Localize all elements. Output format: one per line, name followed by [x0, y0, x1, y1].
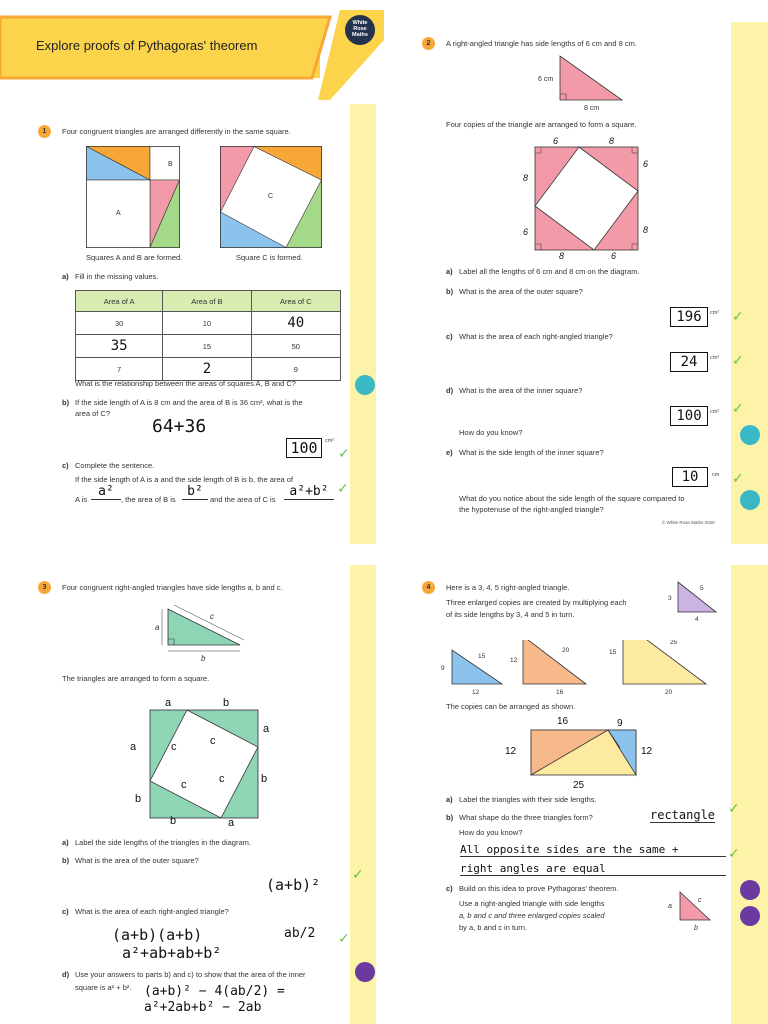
- tick-icon: ✓: [732, 352, 744, 368]
- question-intro: A right-angled triangle has side lengths of 6 cm and 8 cm.: [446, 39, 637, 48]
- notice-text-1: What do you notice about the side length of the square compared to: [459, 494, 685, 503]
- part-c-text: Complete the sentence.: [75, 461, 155, 470]
- side-label-6: 6 cm: [538, 76, 554, 83]
- question-intro: Four congruent right-angled triangles have side lengths a, b and c.: [62, 583, 283, 592]
- hw-label: 16: [557, 716, 569, 727]
- part-label: a): [62, 272, 69, 281]
- side-strip: [350, 565, 376, 1024]
- part-b-text: What is the area of the outer square?: [459, 287, 583, 296]
- tick-icon: ✓: [732, 400, 744, 416]
- hw-label: a: [165, 697, 172, 709]
- fill-blank[interactable]: a²+b²: [284, 484, 334, 500]
- intro-line-2: Three enlarged copies are created by multiplying each: [446, 598, 627, 607]
- side-strip: [350, 104, 376, 544]
- handwritten-answer[interactable]: rectangle: [650, 808, 716, 822]
- answer-box[interactable]: 100: [670, 406, 708, 426]
- squares-ab-diagram: [86, 146, 180, 248]
- caption-squares-ab: Squares A and B are formed.: [86, 253, 183, 262]
- hw-label: 6: [553, 136, 559, 146]
- comment-bubble-icon[interactable]: [355, 375, 375, 395]
- part-c-line-2b: , the area of B is: [121, 495, 176, 504]
- side-label: 3: [668, 595, 672, 602]
- table-cell[interactable]: 40: [251, 312, 340, 335]
- part-label: b): [62, 398, 70, 407]
- side-label-c: c: [210, 612, 214, 621]
- part-label: c): [446, 884, 453, 893]
- part-c-line-2c: and the area of C is: [210, 495, 276, 504]
- side-label: 15: [478, 653, 486, 660]
- unit-label: cm²: [710, 409, 720, 415]
- part-label: c): [62, 907, 69, 916]
- hw-label: 6: [611, 251, 617, 260]
- unit-label: cm²: [710, 355, 720, 361]
- answer-box[interactable]: 196: [670, 307, 708, 327]
- handwritten-reason[interactable]: right angles are equal: [460, 862, 726, 876]
- side-label: 5: [700, 585, 704, 592]
- hw-label: 12: [505, 746, 517, 757]
- hw-label: 6: [643, 159, 649, 169]
- part-label: a): [446, 795, 453, 804]
- part-label: b): [446, 813, 454, 822]
- side-label: c: [698, 897, 702, 904]
- hw-label: 8: [609, 136, 615, 146]
- hw-label: 8: [523, 173, 529, 183]
- hw-label: a: [263, 723, 270, 735]
- hw-label: c: [219, 773, 225, 785]
- triangle-6-8: [530, 54, 630, 114]
- part-d-text-2: square is a² + b².: [75, 983, 132, 992]
- part-b-text: What shape do the three triangles form?: [459, 813, 593, 822]
- part-a-text: Label the triangles with their side lengths.: [459, 795, 597, 804]
- fill-blank[interactable]: a²: [91, 484, 121, 500]
- unit-label: cm: [712, 472, 720, 478]
- arranged-text: The triangles are arranged to form a square.: [62, 674, 210, 683]
- part-d-text-1: Use your answers to parts b) and c) to show that the area of the inner: [75, 970, 306, 979]
- hw-label: a: [228, 817, 235, 829]
- table-cell: 10: [163, 312, 251, 335]
- square-arrangement: [515, 135, 665, 260]
- logo-line-1: White: [352, 20, 368, 26]
- hw-label: c: [210, 735, 216, 747]
- table-cell[interactable]: 2: [163, 358, 251, 381]
- header-banner: [0, 0, 384, 110]
- logo-line-2: Rose: [353, 26, 367, 32]
- intro-line-3: of its side lengths by 3, 4 and 5 in turn.: [446, 610, 575, 619]
- handwritten-working: a²+ab+ab+b²: [122, 944, 222, 962]
- intro-line-1: Here is a 3, 4, 5 right-angled triangle.: [446, 583, 570, 592]
- hw-label: 8: [559, 251, 565, 260]
- tick-icon: ✓: [337, 480, 349, 496]
- tick-icon: ✓: [728, 800, 740, 816]
- part-d-text: What is the area of the inner square?: [459, 386, 583, 395]
- hw-label: b: [135, 793, 142, 805]
- hw-label: c: [181, 779, 187, 791]
- logo: [345, 15, 375, 45]
- side-label: 20: [562, 647, 570, 654]
- table-cell: 7: [76, 358, 163, 381]
- how-know-text: How do you know?: [459, 828, 523, 837]
- question-number: 4: [422, 581, 435, 594]
- enlarged-triangles: [438, 640, 728, 700]
- triangle-3-4-5: [664, 578, 734, 624]
- hw-label: c: [171, 741, 177, 753]
- part-c-text: What is the area of each right-angled triangle?: [75, 907, 229, 916]
- hw-label: b: [223, 697, 230, 709]
- side-strip: [731, 565, 768, 1024]
- page-title: Explore proofs of Pythagoras' theorem: [36, 38, 258, 53]
- handwritten-reason[interactable]: All opposite sides are the same +: [460, 843, 726, 857]
- table-header: Area of A: [76, 291, 163, 312]
- side-label: 12: [472, 689, 480, 696]
- comment-bubble-icon[interactable]: [740, 880, 760, 900]
- table-cell: 15: [163, 335, 251, 358]
- part-a-text: Label all the lengths of 6 cm and 8 cm on the diagram.: [459, 267, 640, 276]
- hw-label: b: [170, 815, 177, 827]
- table-cell: 9: [251, 358, 340, 381]
- side-label: a: [668, 903, 672, 910]
- comment-bubble-icon[interactable]: [740, 490, 760, 510]
- tick-icon: ✓: [352, 866, 364, 882]
- side-label-8: 8 cm: [584, 105, 600, 112]
- answer-box[interactable]: 24: [670, 352, 708, 372]
- fill-blank[interactable]: b²: [182, 484, 208, 500]
- tick-icon: ✓: [338, 930, 350, 946]
- part-b-text: What is the area of the outer square?: [75, 856, 199, 865]
- part-label: b): [62, 856, 70, 865]
- triangle-abc-small: [664, 886, 724, 934]
- part-c-line-2: a, b and c and three enlarged copies scaled: [459, 911, 605, 920]
- part-label: a): [62, 838, 69, 847]
- relationship-question: What is the relationship between the areas of squares A, B and C?: [75, 379, 296, 388]
- tick-icon: ✓: [338, 445, 350, 461]
- part-c-text: What is the area of each right-angled triangle?: [459, 332, 613, 341]
- hw-label: a: [130, 741, 137, 753]
- part-c-line-2a: A is: [75, 495, 88, 504]
- how-know-text: How do you know?: [459, 428, 523, 437]
- side-label: 25: [670, 640, 678, 646]
- hw-label: 12: [641, 746, 653, 757]
- label-a: A: [116, 210, 121, 217]
- unit-label: cm²: [710, 310, 720, 316]
- table-cell: 50: [251, 335, 340, 358]
- unit-label: cm²: [325, 438, 335, 444]
- side-label: 4: [695, 616, 699, 623]
- square-abc-arrangement: [125, 692, 285, 832]
- part-label: e): [446, 448, 453, 457]
- side-label: b: [694, 925, 698, 932]
- side-label-b: b: [201, 654, 206, 663]
- question-number: 3: [38, 581, 51, 594]
- hw-label: 9: [617, 718, 623, 729]
- side-label: 16: [556, 689, 564, 696]
- copyright: © White Rose Maths 2020: [662, 520, 715, 525]
- part-label: d): [446, 386, 454, 395]
- handwritten-working: 64+36: [152, 416, 207, 437]
- table-header: Area of C: [251, 291, 340, 312]
- part-b-text-1: If the side length of A is 8 cm and the area of B is 36 cm², what is the: [75, 398, 303, 407]
- part-c-line-3: by a, b and c in turn.: [459, 923, 527, 932]
- question-number: 2: [422, 37, 435, 50]
- part-label: c): [446, 332, 453, 341]
- handwritten-working: (a+b)² − 4(ab/2) =: [144, 984, 285, 999]
- rectangle-arrangement: [495, 712, 675, 792]
- side-strip: [731, 22, 768, 544]
- part-c-line-1: Use a right-angled triangle with side lengths: [459, 899, 605, 908]
- pencil-icon[interactable]: [740, 906, 760, 926]
- handwritten-answer[interactable]: (a+b)²: [266, 876, 321, 894]
- hw-label: 8: [643, 225, 649, 235]
- part-c-line-1: If the side length of A is a and the side length of B is b, the area of: [75, 475, 294, 484]
- handwritten-answer[interactable]: ab/2: [284, 926, 316, 941]
- answer-box[interactable]: 10: [672, 467, 708, 487]
- hw-label: 6: [523, 227, 529, 237]
- notice-text-2: the hypotenuse of the right-angled triangle?: [459, 505, 604, 514]
- part-b-text-2: area of C?: [75, 409, 111, 418]
- answer-box[interactable]: 100: [286, 438, 322, 458]
- handwritten-working: a²+2ab+b² − 2ab: [144, 1000, 262, 1015]
- tick-icon: ✓: [732, 308, 744, 324]
- arranged-text: Four copies of the triangle are arranged to form a square.: [446, 120, 637, 129]
- part-a-text: Label the side lengths of the triangles in the diagram.: [75, 838, 251, 847]
- side-label: 9: [441, 665, 445, 672]
- tick-icon: ✓: [732, 470, 744, 486]
- part-label: b): [446, 287, 454, 296]
- comment-bubble-icon[interactable]: [355, 962, 375, 982]
- part-label: d): [62, 970, 70, 979]
- comment-bubble-icon[interactable]: [740, 425, 760, 445]
- side-label: 12: [510, 657, 518, 664]
- table-cell[interactable]: 35: [76, 335, 163, 358]
- areas-table: [75, 290, 341, 381]
- hw-label: b: [261, 773, 268, 785]
- question-number: 1: [38, 125, 51, 138]
- logo-line-3: Maths: [352, 32, 368, 38]
- question-intro: Four congruent triangles are arranged differently in the same square.: [62, 127, 291, 136]
- label-c: C: [268, 193, 274, 200]
- part-e-text: What is the side length of the inner square?: [459, 448, 604, 457]
- arranged-text: The copies can be arranged as shown.: [446, 702, 576, 711]
- caption-square-c: Square C is formed.: [236, 253, 303, 262]
- side-label-a: a: [155, 623, 160, 632]
- side-label: 15: [609, 649, 617, 656]
- part-c-text: Build on this idea to prove Pythagoras' theorem.: [459, 884, 619, 893]
- handwritten-working: (a+b)(a+b): [112, 926, 203, 944]
- side-label: 20: [665, 689, 673, 696]
- square-c-diagram: [220, 146, 322, 248]
- table-cell: 30: [76, 312, 163, 335]
- part-a-text: Fill in the missing values.: [75, 272, 159, 281]
- tick-icon: ✓: [728, 845, 740, 861]
- hw-label: 25: [573, 780, 585, 791]
- label-b: B: [168, 161, 173, 168]
- part-label: c): [62, 461, 69, 470]
- table-header: Area of B: [163, 291, 251, 312]
- part-label: a): [446, 267, 453, 276]
- triangle-abc: [150, 605, 260, 663]
